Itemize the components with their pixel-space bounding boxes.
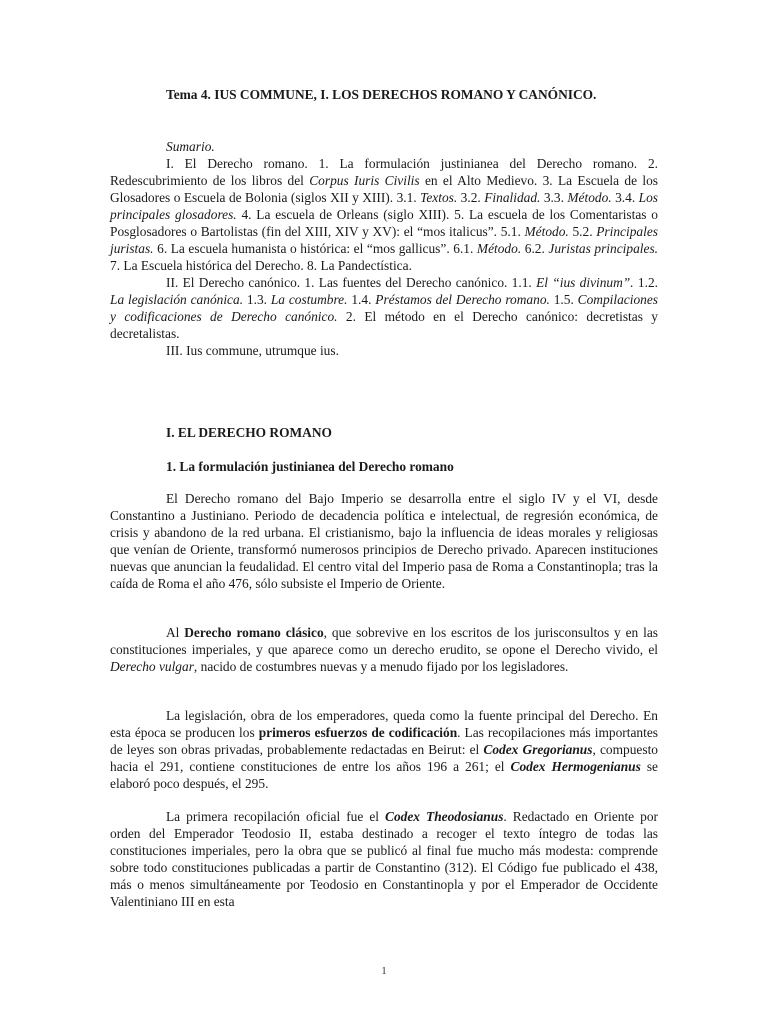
text-run: 5.2.	[568, 224, 597, 239]
text-run: Finalidad.	[484, 190, 541, 205]
page-number: 1	[381, 966, 387, 977]
text-run: . Las recopilaciones más importantes de leyes son obras privadas, probablemente redactadas en Beirut: el	[110, 725, 658, 757]
text-run: 6.2.	[521, 241, 549, 256]
text-run: II. El Derecho canónico. 1. Las fuentes del Derecho canónico. 1.1.	[166, 275, 537, 290]
sumario-part-1	[110, 155, 658, 274]
text-run: El “ius divinum”.	[536, 275, 634, 290]
text-run: 3.2.	[457, 190, 485, 205]
text-run: Al	[166, 625, 185, 640]
section-heading: I. EL DERECHO ROMANO	[166, 425, 332, 440]
text-run: , compuesto hacia el 291, contiene constituciones de entre los años 196 a 261; el	[110, 742, 658, 774]
text-run: primeros esfuerzos de codificación	[258, 725, 458, 740]
text-run: Método.	[567, 190, 612, 205]
text-run: La legislación canónica.	[110, 292, 244, 307]
text-run: se elaboró poco después, el 295.	[110, 759, 658, 791]
text-run: 6. La escuela humanista o histórica: el “mos gallicus”. 6.1.	[153, 241, 477, 256]
text-run: 3.4.	[611, 190, 639, 205]
text-run: 3.3.	[540, 190, 568, 205]
sumario-section	[110, 138, 658, 359]
text-run: La legislación, obra de los emperadores, queda como la fuente principal del Derecho. En esta época se producen los	[110, 708, 658, 740]
text-run: 4. La escuela de Orleans (siglo XIII). 5. La escuela de los Comentaristas o Posglosadores o Bartolistas (fin del XIII, XIV y XV): el “mos italicus”. 5.1.	[110, 207, 658, 239]
text-run: 1.5.	[549, 292, 578, 307]
text-run: La costumbre.	[270, 292, 348, 307]
subsection-heading: 1. La formulación justinianea del Derecho romano	[166, 459, 454, 474]
text-run: , que sobrevive en los escritos de los jurisconsultos y en las constituciones imperiales, y que aparece como un derecho erudito, se opone el Derecho vivido, el	[110, 625, 658, 657]
text-run: Compilaciones y codificaciones de Derecho canónico.	[110, 292, 658, 324]
text-run: Corpus Iuris Civilis	[309, 173, 420, 188]
text-run: Los principales glosadores.	[110, 190, 659, 222]
text-run: 2. El método en el Derecho canónico: decretistas y decretalistas.	[110, 309, 658, 341]
text-run: El Derecho romano del Bajo Imperio se desarrolla entre el siglo IV y el VI, desde Constantino a Justiniano. Periodo de decadencia política e intelectual, de regresión económica, de crisis y abandono de la red urbana. El cristianismo, bajo la influencia de ideas morales y religiosas que venían de Oriente, transformó numerosos principios de Derecho privado. Aparecen instituciones nuevas que anuncian la feudalidad. El centro vital del Imperio pasa de Roma a Constantinopla; tras la caída de Roma el año 476, sólo subsiste el Imperio de Oriente.	[110, 491, 658, 591]
text-run: Codex Hermogenianus	[510, 759, 641, 774]
text-run: en el Alto Medievo. 3. La Escuela de los Glosadores o Escuela de Bolonia (siglos XII y XIII). 3.1.	[110, 173, 658, 205]
text-run: Derecho vulgar	[110, 659, 194, 674]
text-run: La primera recopilación oficial fue el	[166, 809, 386, 824]
text-run: I. El Derecho romano. 1. La formulación justinianea del Derecho romano. 2. Redescubrimiento de los libros del	[110, 156, 658, 188]
text-run: III. Ius commune, utrumque ius.	[166, 343, 339, 358]
text-run: Método.	[524, 224, 569, 239]
text-run: Préstamos del Derecho romano.	[375, 292, 550, 307]
text-run: Método.	[476, 241, 522, 256]
paragraph-2	[110, 624, 658, 675]
sumario-label: Sumario.	[166, 139, 215, 154]
text-run: Textos.	[420, 190, 458, 205]
text-run: . Redactado en Oriente por orden del Emperador Teodosio II, estaba destinado a recoger el texto íntegro de todas las constituciones imperiales, pero la obra que se publicó al final fue mucho más modesta: comprende sobre todo constituciones publicadas a partir de Constantino (312). El Código fue publicado el 438, más o menos simultáneamente por Teodosio en Constantinopla y por el Emperador de Occidente Valentiniano III en esta	[110, 809, 658, 909]
text-run: Juristas principales.	[548, 241, 658, 256]
sumario-part-2	[110, 274, 658, 342]
text-run: Principales juristas.	[110, 224, 658, 256]
sumario-part-3	[110, 342, 658, 359]
text-run: Derecho romano clásico	[184, 625, 324, 640]
text-run: , nacido de costumbres nuevas y a menudo fijado por los legisladores.	[193, 659, 569, 674]
text-run: Codex Theodosianus	[385, 809, 504, 824]
text-run: Codex Gregorianus	[483, 742, 593, 757]
document-title: Tema 4. IUS COMMUNE, I. LOS DERECHOS ROMANO Y CANÓNICO.	[166, 87, 597, 102]
text-run: 1.3.	[243, 292, 271, 307]
paragraph-3	[110, 707, 658, 792]
text-run: 1.2.	[633, 275, 659, 290]
paragraph-1	[110, 490, 658, 592]
text-run: 7. La Escuela histórica del Derecho. 8. La Pandectística.	[110, 258, 412, 273]
paragraph-4	[110, 808, 658, 910]
text-run: 1.4.	[347, 292, 376, 307]
